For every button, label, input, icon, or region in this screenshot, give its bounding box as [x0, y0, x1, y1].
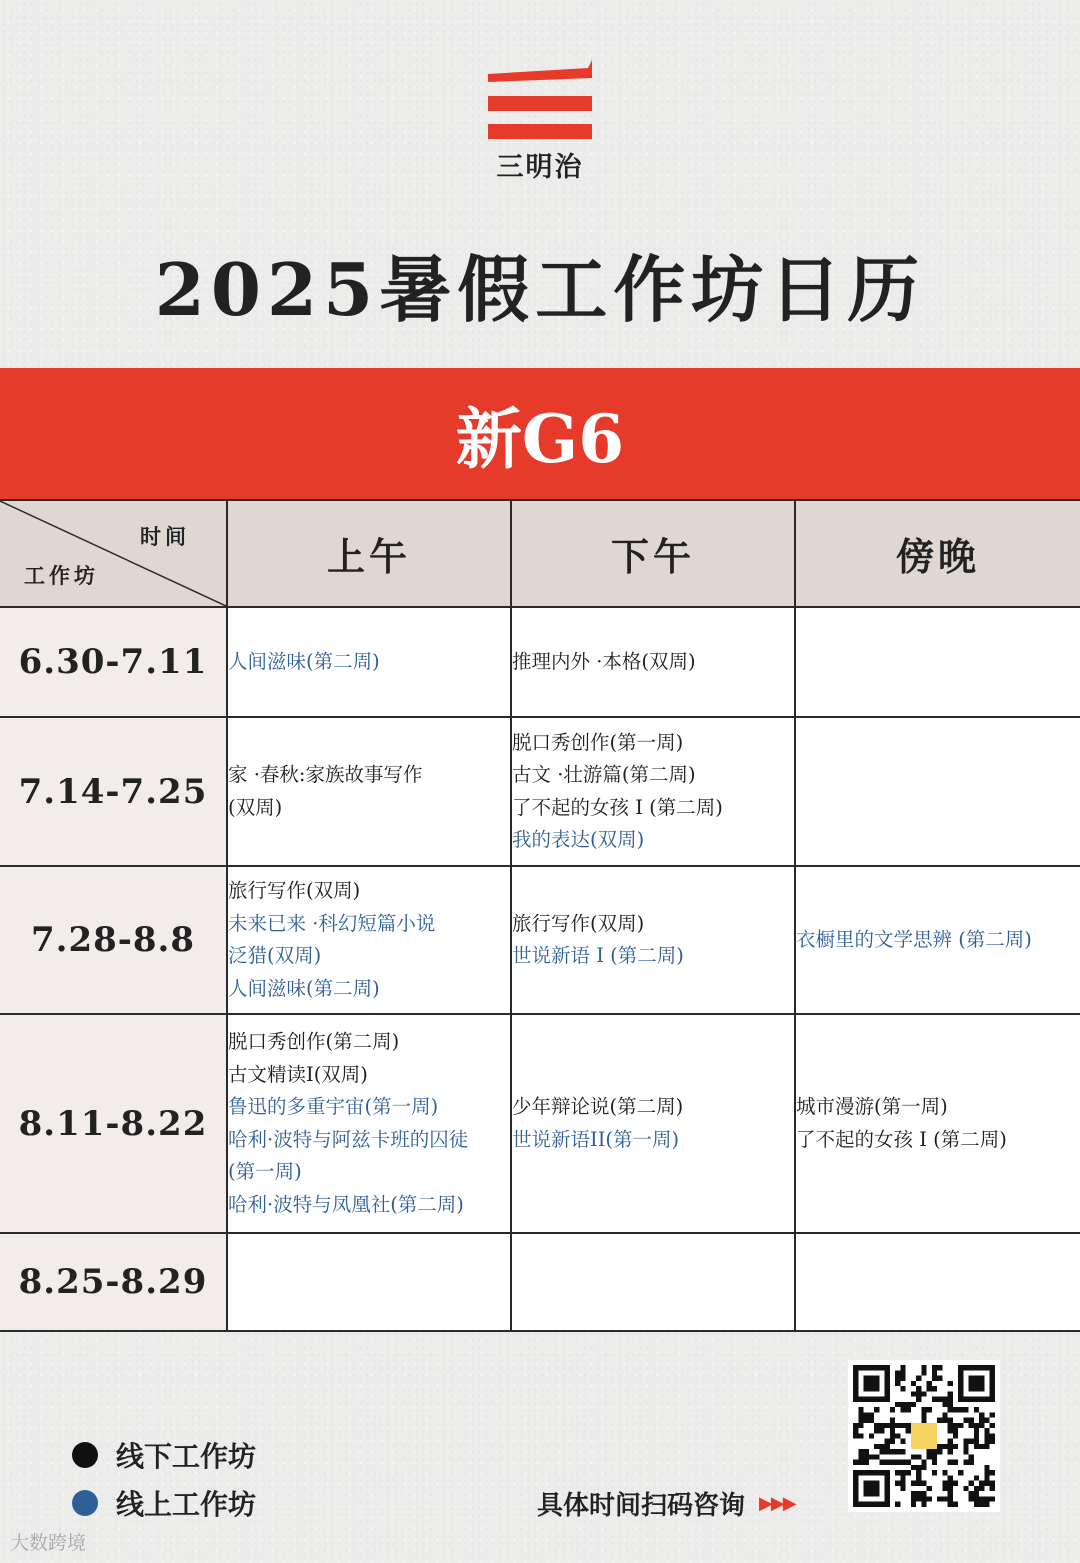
schedule-row	[0, 717, 1080, 866]
workshop-item: 古文精读I(双周)	[228, 1062, 368, 1086]
qr-instruction	[537, 1485, 795, 1522]
workshop-item: 未来已来 ·科幻短篇小说	[228, 911, 436, 935]
slot-cell-morning	[227, 1014, 511, 1233]
schedule-row	[0, 607, 1080, 717]
corner-cell	[0, 500, 227, 607]
slot-cell-afternoon	[511, 1233, 795, 1331]
workshop-item: 我的表达(双周)	[512, 828, 645, 851]
workshop-item: 哈利·波特与阿兹卡班的囚徒	[228, 1127, 469, 1151]
slot-cell-morning	[227, 866, 511, 1014]
workshop-item: 泛猎(双周)	[228, 944, 322, 967]
col-header-morning: 上午	[227, 500, 511, 607]
workshop-item: 脱口秀创作(第一周)	[512, 730, 684, 754]
legend-offline	[72, 1435, 256, 1475]
watermark: 大数跨境	[10, 1532, 87, 1554]
slot-cell-evening	[795, 866, 1080, 1014]
schedule-table	[0, 499, 1080, 1332]
workshop-item: (双周)	[228, 795, 283, 819]
workshop-item: 了不起的女孩 I (第二周)	[512, 795, 723, 819]
page-title: 2025暑假工作坊日历	[154, 247, 926, 332]
workshop-item: 人间滋味(第二周)	[228, 649, 380, 673]
grade-label: 新G6	[455, 400, 625, 478]
date-range-cell: 8.25-8.29	[0, 1233, 227, 1331]
date-range-cell: 7.28-8.8	[0, 866, 227, 1014]
slot-cell-afternoon	[511, 1014, 795, 1233]
workshop-item: 哈利·波特与凤凰社(第二周)	[228, 1192, 464, 1216]
workshop-item: 了不起的女孩 I (第二周)	[796, 1127, 1007, 1151]
date-range-cell: 6.30-7.11	[0, 607, 227, 717]
qr-code[interactable]	[848, 1360, 1000, 1512]
slot-cell-evening	[795, 607, 1080, 717]
corner-diagonal	[0, 501, 226, 606]
header-row	[0, 500, 1080, 607]
workshop-item: 家 ·春秋:家族故事写作	[228, 763, 423, 786]
workshop-item: 推理内外 ·本格(双周)	[512, 649, 696, 673]
workshop-item: 旅行写作(双周)	[512, 911, 645, 935]
slot-cell-evening	[795, 1014, 1080, 1233]
workshop-item: 世说新语II(第一周)	[512, 1127, 680, 1151]
brand-name: 三明治	[496, 152, 584, 183]
workshop-item: 脱口秀创作(第二周)	[228, 1030, 400, 1053]
grade-banner	[0, 368, 1080, 499]
schedule-row	[0, 1233, 1080, 1331]
date-range-cell: 8.11-8.22	[0, 1014, 227, 1233]
workshop-item: 旅行写作(双周)	[228, 879, 361, 902]
date-range-cell: 7.14-7.25	[0, 717, 227, 866]
col-header-afternoon: 下午	[511, 500, 795, 607]
slot-cell-morning	[227, 607, 511, 717]
col-header-evening: 傍晚	[795, 500, 1080, 607]
online-dot-icon	[72, 1490, 98, 1516]
legend-offline-label: 线下工作坊	[116, 1440, 257, 1473]
slot-cell-morning	[227, 717, 511, 866]
workshop-item: 鲁迅的多重宇宙(第一周)	[228, 1095, 439, 1118]
workshop-item: 世说新语 I (第二周)	[512, 944, 684, 967]
workshop-item: 衣橱里的文学思辨 (第二周)	[796, 927, 1032, 951]
slot-cell-evening	[795, 1233, 1080, 1331]
arrow-right-icon: ▶▶▶	[759, 1493, 795, 1514]
slot-cell-afternoon	[511, 717, 795, 866]
schedule-row	[0, 1014, 1080, 1233]
slot-cell-afternoon	[511, 866, 795, 1014]
legend-online	[72, 1483, 256, 1523]
workshop-item: 城市漫游(第一周)	[796, 1095, 948, 1118]
workshop-item: 古文 ·壮游篇(第二周)	[512, 763, 696, 786]
corner-time-label: 时间	[140, 524, 190, 549]
qr-instruction-text: 具体时间扫码咨询	[537, 1491, 746, 1521]
offline-dot-icon	[72, 1442, 98, 1468]
schedule-row	[0, 866, 1080, 1014]
workshop-item: (第一周)	[228, 1160, 302, 1183]
legend-online-label: 线上工作坊	[116, 1488, 257, 1521]
workshop-item: 少年辩论说(第二周)	[512, 1095, 684, 1118]
workshop-item: 人间滋味(第二周)	[228, 976, 380, 1000]
slot-cell-morning	[227, 1233, 511, 1331]
corner-workshop-label: 工作坊	[24, 563, 99, 588]
slot-cell-evening	[795, 717, 1080, 866]
slot-cell-afternoon	[511, 607, 795, 717]
